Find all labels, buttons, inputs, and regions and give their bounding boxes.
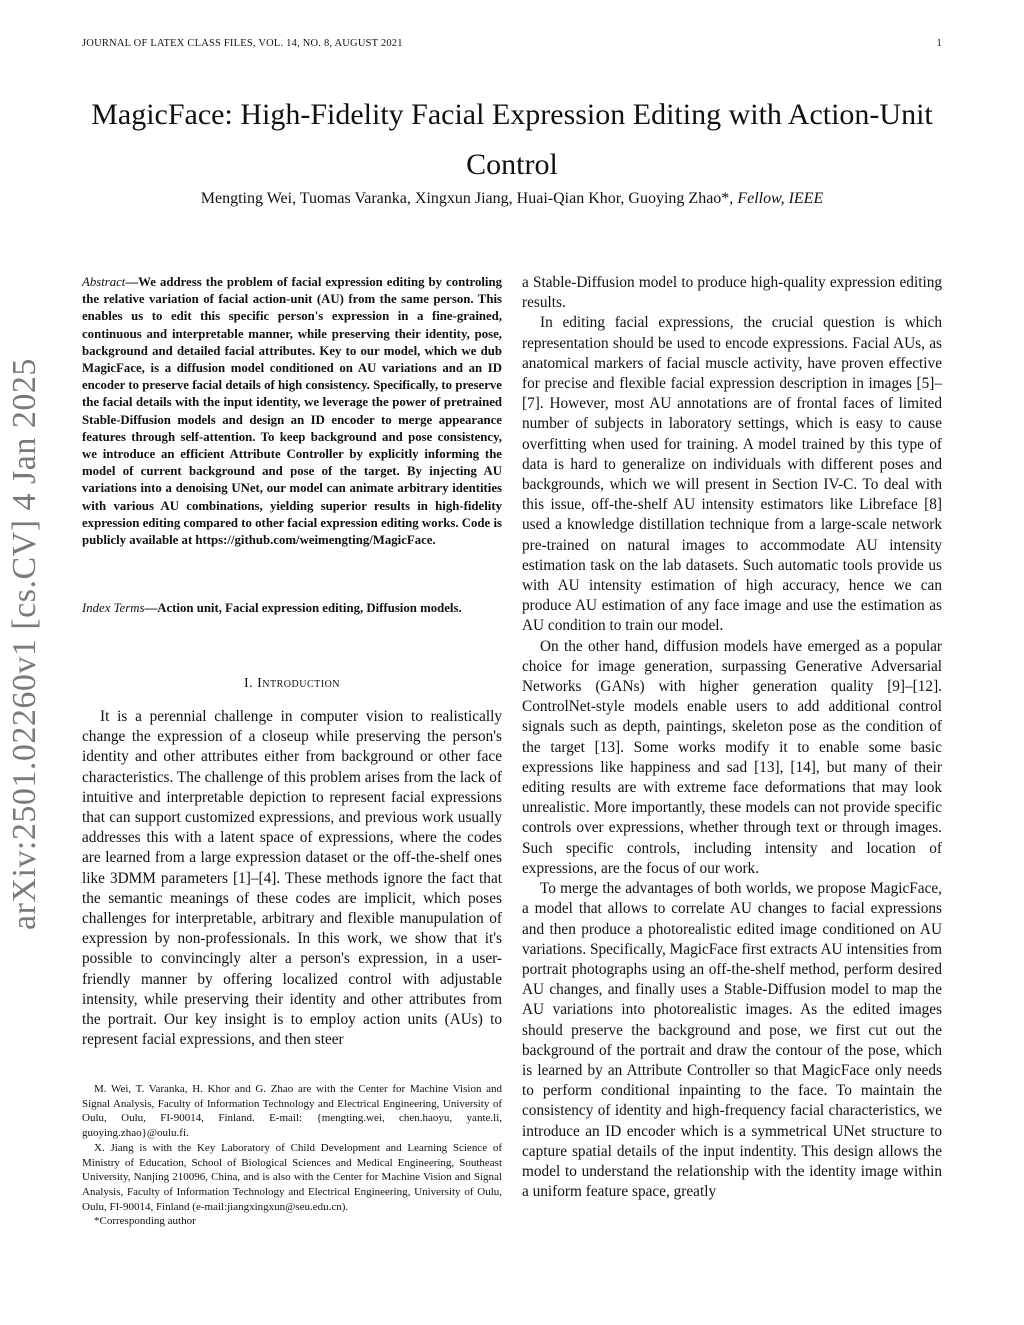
author-fellow: Fellow, IEEE xyxy=(737,190,824,207)
right-paragraph-1: a Stable-Diffusion model to produce high-quality expression editing results. xyxy=(522,274,942,312)
index-terms-label: Index Terms xyxy=(82,601,145,615)
abstract-text: —We address the problem of facial expression editing by controling the relative variation of facial action-unit (AU) from the same person. This enables us to edit this specific person's expression in a fine-grained, continuous and interpretable manner, while preserving their identity, pose, background and detailed facial attributes. Key to our model, which we dub MagicFace, is a diffusion model conditioned on AU variations and an ID encoder to preserve facial details of high consistency. Specifically, to preserve the facial details with the input identity, we leverage the power of pretrained Stable-Diffusion models and design an ID encoder to merge appearance features through self-attention. To keep background and pose consistency, we introduce an efficient Attribute Controller by explicitly informing the model of current background and pose of the target. By injecting AU variations into a denoising UNet, our model can animate arbitrary identities with various AU combinations, yielding superior results in high-fidelity expression editing compared to other facial expression editing works. Code is publicly available at https://github.com/weimengting/MagicFace. xyxy=(82,275,502,548)
arxiv-stamp: arXiv:2501.02260v1 [cs.CV] 4 Jan 2025 xyxy=(6,358,43,930)
section-number: I. xyxy=(243,676,254,691)
section-heading xyxy=(82,676,502,692)
right-paragraph-2: In editing facial expressions, the crucial question is which representation should be used to encode expressions. Facial AUs, as anatomical markers of facial muscle activity, have proven effective for precise and flexible facial expression description in images [5]–[7]. However, most AU annotations are of frontal faces of limited number of subjects in laboratory settings, which is easy to cause overfitting when used for training. A model trained by this type of data is hard to generalize on individuals with different poses and backgrounds, which we will present in Section IV-C. To deal with this issue, off-the-shelf AU intensity estimators like Libreface [8] used a knowledge distillation technique from a large-scale network pre-trained on natural images to accommodate AU intensity estimation task on the lab datasets. Such automatic tools provide us with AU intensity estimation of high accuracy, hence we can produce AU estimation of any face image and use the estimation as AU condition to train our model. xyxy=(522,314,942,635)
section-title: Introduction xyxy=(257,676,341,691)
running-header xyxy=(82,38,942,49)
paper-title: MagicFace: High-Fidelity Facial Expression Editing with Action-Unit Control xyxy=(91,98,933,181)
intro-text xyxy=(82,707,502,1050)
page-number: 1 xyxy=(936,38,942,49)
abstract xyxy=(82,274,502,549)
author-list xyxy=(80,190,944,208)
footnotes xyxy=(82,1082,502,1229)
author-names: Mengting Wei, Tuomas Varanka, Xingxun Jiang, Huai-Qian Khor, Guoying Zhao*, xyxy=(200,190,734,207)
index-terms-text: —Action unit, Facial expression editing, Diffusion models. xyxy=(144,601,462,615)
footnote-corresponding: *Corresponding author xyxy=(94,1215,196,1228)
footnote-affiliation-2: X. Jiang is with the Key Laboratory of Child Development and Learning Science of Ministry of Education, School of Biological Sciences and Medical Engineering, Southeast University, Nanjing 210096, China, and is also with the Center for Machine Vision and Signal Analysis, Faculty of Information Technology and Electrical Engineering, University of Oulu, Oulu, FI-90014, Finland (e-mail:jiangxingxun@seu.edu.cn). xyxy=(82,1141,502,1213)
journal-header: JOURNAL OF LATEX CLASS FILES, VOL. 14, NO. 8, AUGUST 2021 xyxy=(82,38,403,49)
right-paragraph-4: To merge the advantages of both worlds, we propose MagicFace, a model that allows to correlate AU changes to facial expressions and then produce a photorealistic edited image conditioned on AU variations. Specifically, MagicFace first extracts AU intensities from portrait photographs using an off-the-shelf method, perform desired AU changes, and finally uses a Stable-Diffusion model to map the AU variations into photorealistic images. As the edited images should preserve the background and pose, we first cut out the background of the portrait and draw the contour of the pose, which is learned by an Attribute Controller so that MagicFace only needs to perform conditional inpainting to the face. To maintain the consistency of identity and high-frequency facial characteristics, we introduce an ID encoder which is a symmetrical UNet structure to capture spatial details of the input indentity. This design allows the model to understand the relationship with the identity image within a uniform feature space, greatly xyxy=(522,880,942,1201)
intro-paragraph: It is a perennial challenge in computer vision to realistically change the expression of a closeup while preserving the person's identity and other attributes either from background or other face characteristics. The challenge of this problem arises from the lack of intuitive and interpretable depiction to represent facial expressions that can support customized expressions, and previous work usually addresses this with a latent space of expressions, where the codes are learned from a large expression dataset or the off-the-shelf ones like 3DMM parameters [1]–[4]. These methods ignore the fact that the semantic meanings of these codes are implicit, which poses challenges for interpretable, arbitrary and flexible manupulation of expression by non-professionals. In this work, we show that it's possible to convincingly alter a person's expression, in a user-friendly manner by offering localized control with adjustable intensity, while preserving their identity and other attributes from the portrait. Our key insight is to employ action units (AUs) to represent facial expressions, and then steer xyxy=(82,708,502,1049)
footnote-affiliation-1: M. Wei, T. Varanka, H. Khor and G. Zhao are with the Center for Machine Vision and Signal Analysis, Faculty of Information Technology and Electrical Engineering, University of Oulu, Oulu, FI-90014, Finland. E-mail: {mengting.wei, chen.haoyu, yante.li, guoying.zhao}@oulu.fi. xyxy=(82,1083,502,1140)
right-column xyxy=(522,273,942,1202)
abstract-label: Abstract xyxy=(82,275,126,289)
index-terms xyxy=(82,600,502,617)
right-paragraph-3: On the other hand, diffusion models have emerged as a popular choice for image generation, surpassing Generative Adversarial Networks (GANs) with higher generation quality [9]–[12]. ControlNet-style models enable users to add additional control signals such as depth, paintings, skeleton pose as the condition of the target [13]. Some works modify it to enable some basic expressions like happiness and sad [13], [14], but many of their editing results are with extreme face deformations that may look unrealistic. More importantly, these models can not provide specific controls over expressions, whether through text or through images. Such specific controls, including intensity and location of expressions, are the focus of our work. xyxy=(522,637,942,877)
